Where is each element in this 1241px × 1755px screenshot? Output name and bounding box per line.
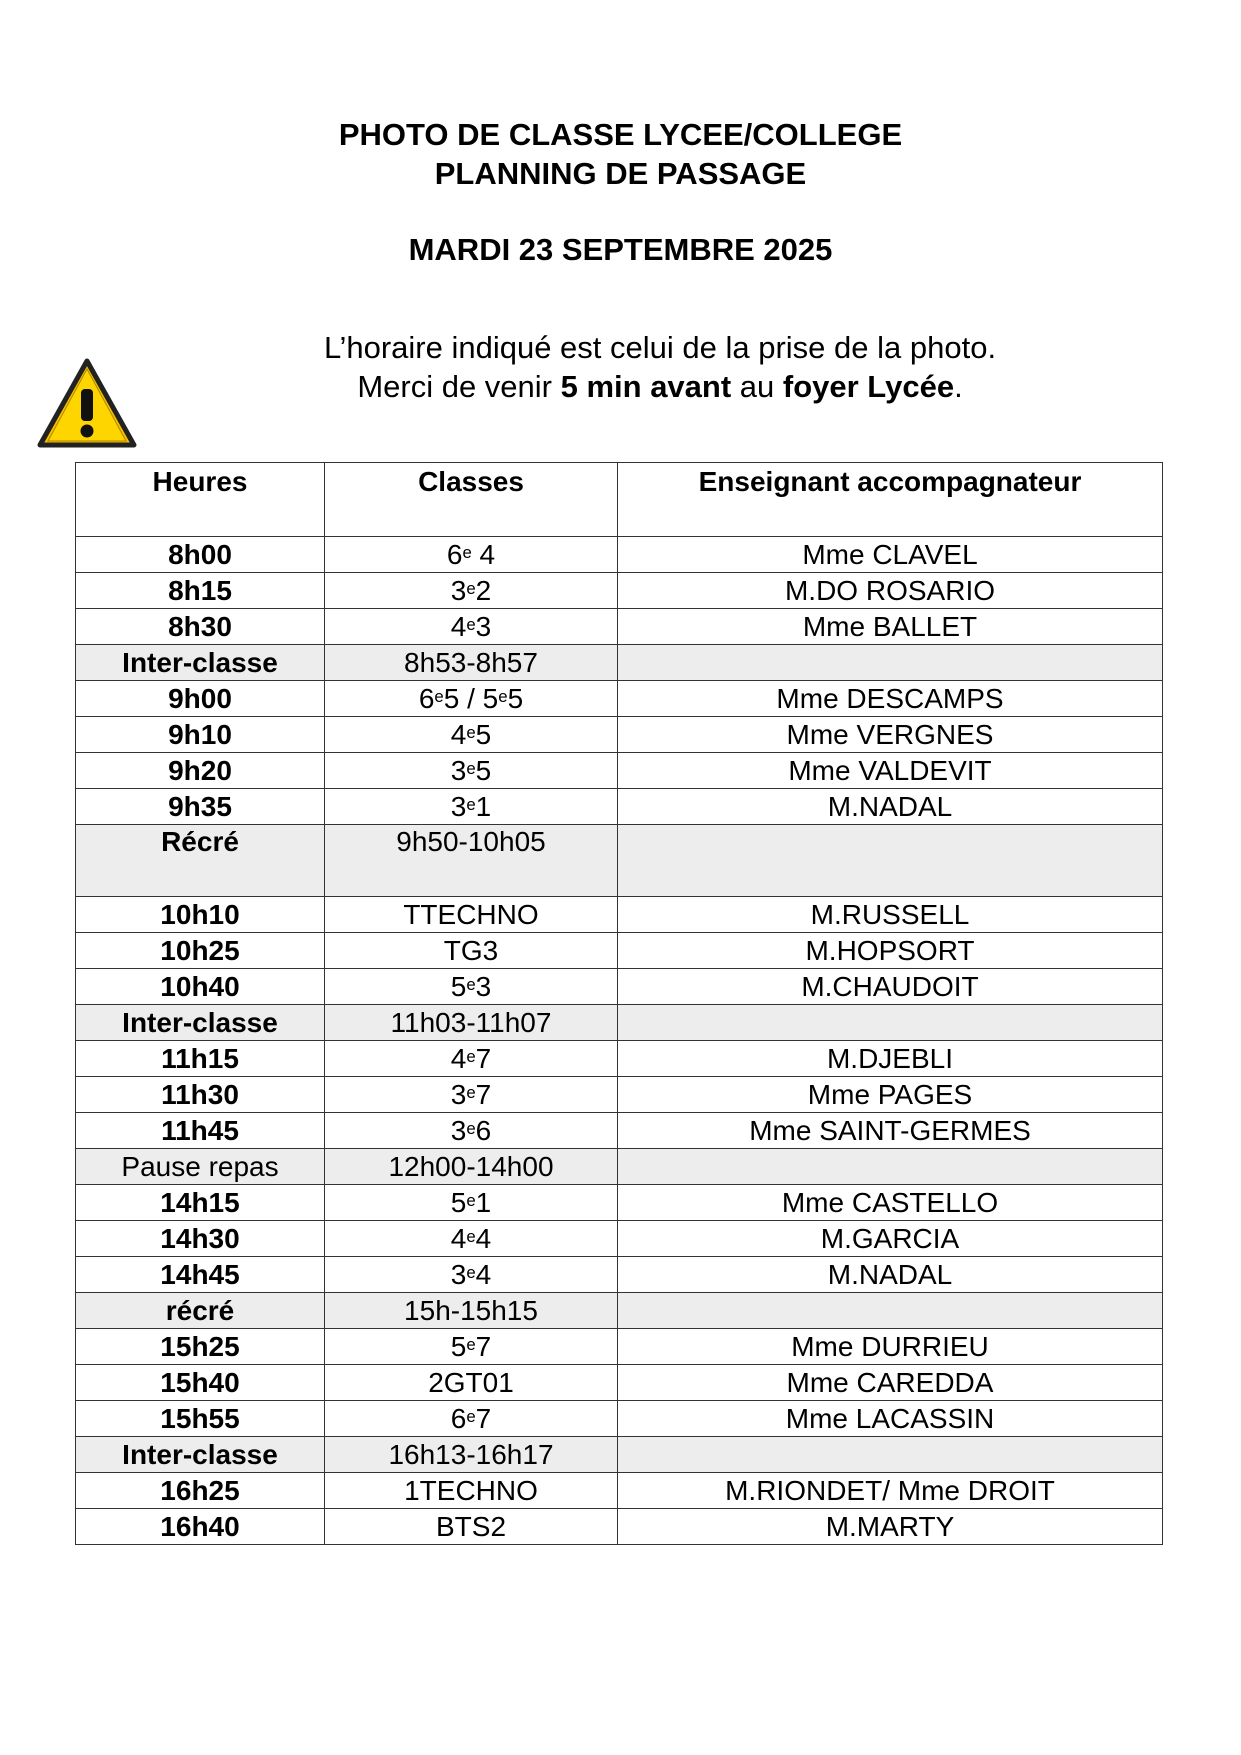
cell-class: BTS2 <box>325 1509 618 1545</box>
cell-teacher: Mme CASTELLO <box>618 1185 1163 1221</box>
cell-class: 4e7 <box>325 1041 618 1077</box>
document-subtitle: PLANNING DE PASSAGE <box>434 156 807 191</box>
break-row <box>76 1437 1163 1473</box>
cell-teacher: Mme DESCAMPS <box>618 681 1163 717</box>
cell-teacher <box>618 645 1163 681</box>
cell-teacher <box>618 1437 1163 1473</box>
cell-time: 15h55 <box>76 1401 325 1437</box>
cell-teacher: Mme LACASSIN <box>618 1401 1163 1437</box>
break-row <box>76 1293 1163 1329</box>
notice-text: au <box>731 369 783 404</box>
break-row <box>76 645 1163 681</box>
cell-class: 15h-15h15 <box>325 1293 618 1329</box>
break-row <box>76 825 1163 897</box>
event-date: MARDI 23 SEPTEMBRE 2025 <box>408 232 833 267</box>
cell-teacher: M.RUSSELL <box>618 897 1163 933</box>
cell-teacher <box>618 1149 1163 1185</box>
cell-class: TTECHNO <box>325 897 618 933</box>
cell-time: Inter-classe <box>76 1437 325 1473</box>
table-row <box>76 609 1163 645</box>
notice-time-emphasis: 5 min avant <box>560 369 732 404</box>
cell-teacher: Mme CAREDDA <box>618 1365 1163 1401</box>
cell-time: 14h30 <box>76 1221 325 1257</box>
table-row <box>76 681 1163 717</box>
table-row <box>76 1401 1163 1437</box>
table-row <box>76 753 1163 789</box>
column-header-teacher: Enseignant accompagnateur <box>618 463 1163 537</box>
cell-teacher: M.DJEBLI <box>618 1041 1163 1077</box>
table-row <box>76 1077 1163 1113</box>
cell-class: 8h53-8h57 <box>325 645 618 681</box>
table-row <box>76 897 1163 933</box>
table-row <box>76 1113 1163 1149</box>
cell-class: 6e 4 <box>325 537 618 573</box>
cell-time: Pause repas <box>76 1149 325 1185</box>
cell-time: 11h45 <box>76 1113 325 1149</box>
cell-teacher: M.RIONDET/ Mme DROIT <box>618 1473 1163 1509</box>
notice-text: Merci de venir <box>357 369 561 404</box>
cell-teacher: M.MARTY <box>618 1509 1163 1545</box>
cell-time: 16h25 <box>76 1473 325 1509</box>
cell-teacher: Mme PAGES <box>618 1077 1163 1113</box>
cell-class: 3e4 <box>325 1257 618 1293</box>
cell-class: 5e7 <box>325 1329 618 1365</box>
table-row <box>76 573 1163 609</box>
cell-time: récré <box>76 1293 325 1329</box>
cell-teacher: M.CHAUDOIT <box>618 969 1163 1005</box>
cell-teacher: Mme VERGNES <box>618 717 1163 753</box>
notice-place-emphasis: foyer Lycée <box>782 369 955 404</box>
cell-time: 10h40 <box>76 969 325 1005</box>
cell-teacher: Mme BALLET <box>618 609 1163 645</box>
table-row <box>76 933 1163 969</box>
table-row <box>76 537 1163 573</box>
cell-teacher: M.GARCIA <box>618 1221 1163 1257</box>
cell-time: 8h15 <box>76 573 325 609</box>
cell-time: 15h25 <box>76 1329 325 1365</box>
table-row <box>76 717 1163 753</box>
cell-class: 2GT01 <box>325 1365 618 1401</box>
table-row <box>76 1221 1163 1257</box>
table-row <box>76 969 1163 1005</box>
cell-class: 4e4 <box>325 1221 618 1257</box>
cell-class: 5e3 <box>325 969 618 1005</box>
cell-time: 15h40 <box>76 1365 325 1401</box>
cell-time: Inter-classe <box>76 1005 325 1041</box>
cell-teacher: Mme SAINT-GERMES <box>618 1113 1163 1149</box>
cell-time: Récré <box>76 825 325 897</box>
cell-class: 6e5 / 5e5 <box>325 681 618 717</box>
cell-class: 3e1 <box>325 789 618 825</box>
cell-class: TG3 <box>325 933 618 969</box>
cell-class: 4e3 <box>325 609 618 645</box>
schedule-body <box>76 537 1163 1545</box>
table-row <box>76 1257 1163 1293</box>
cell-time: 11h15 <box>76 1041 325 1077</box>
cell-teacher <box>618 1293 1163 1329</box>
schedule-table <box>75 462 1163 1545</box>
cell-teacher <box>618 1005 1163 1041</box>
cell-time: 16h40 <box>76 1509 325 1545</box>
table-row <box>76 789 1163 825</box>
cell-class: 1TECHNO <box>325 1473 618 1509</box>
column-header-classes: Classes <box>325 463 618 537</box>
break-row <box>76 1005 1163 1041</box>
cell-teacher: M.HOPSORT <box>618 933 1163 969</box>
cell-class: 6e7 <box>325 1401 618 1437</box>
cell-class: 3e6 <box>325 1113 618 1149</box>
table-row <box>76 1509 1163 1545</box>
break-row <box>76 1149 1163 1185</box>
cell-class: 3e2 <box>325 573 618 609</box>
cell-time: 8h00 <box>76 537 325 573</box>
cell-class: 11h03-11h07 <box>325 1005 618 1041</box>
cell-teacher: M.NADAL <box>618 1257 1163 1293</box>
cell-class: 3e5 <box>325 753 618 789</box>
table-row <box>76 1473 1163 1509</box>
cell-time: Inter-classe <box>76 645 325 681</box>
cell-class: 3e7 <box>325 1077 618 1113</box>
warning-icon <box>36 355 138 451</box>
cell-teacher: M.DO ROSARIO <box>618 573 1163 609</box>
cell-teacher <box>618 825 1163 897</box>
notice-line-1: L’horaire indiqué est celui de la prise de la photo. <box>323 330 997 365</box>
cell-teacher: Mme VALDEVIT <box>618 753 1163 789</box>
table-row <box>76 1329 1163 1365</box>
table-row <box>76 1041 1163 1077</box>
cell-teacher: Mme DURRIEU <box>618 1329 1163 1365</box>
cell-teacher: Mme CLAVEL <box>618 537 1163 573</box>
cell-class: 12h00-14h00 <box>325 1149 618 1185</box>
cell-class: 5e1 <box>325 1185 618 1221</box>
cell-class: 4e5 <box>325 717 618 753</box>
cell-time: 10h25 <box>76 933 325 969</box>
table-row <box>76 1185 1163 1221</box>
cell-time: 9h35 <box>76 789 325 825</box>
cell-time: 14h45 <box>76 1257 325 1293</box>
notice-line-2 <box>260 367 1060 406</box>
cell-time: 9h10 <box>76 717 325 753</box>
notice-text: . <box>954 369 963 404</box>
cell-class: 16h13-16h17 <box>325 1437 618 1473</box>
cell-class: 9h50-10h05 <box>325 825 618 897</box>
cell-teacher: M.NADAL <box>618 789 1163 825</box>
cell-time: 9h20 <box>76 753 325 789</box>
cell-time: 14h15 <box>76 1185 325 1221</box>
table-row <box>76 1365 1163 1401</box>
column-header-hours: Heures <box>76 463 325 537</box>
cell-time: 8h30 <box>76 609 325 645</box>
cell-time: 9h00 <box>76 681 325 717</box>
cell-time: 11h30 <box>76 1077 325 1113</box>
table-header-row <box>76 463 1163 537</box>
cell-time: 10h10 <box>76 897 325 933</box>
document-title: PHOTO DE CLASSE LYCEE/COLLEGE <box>338 117 903 152</box>
